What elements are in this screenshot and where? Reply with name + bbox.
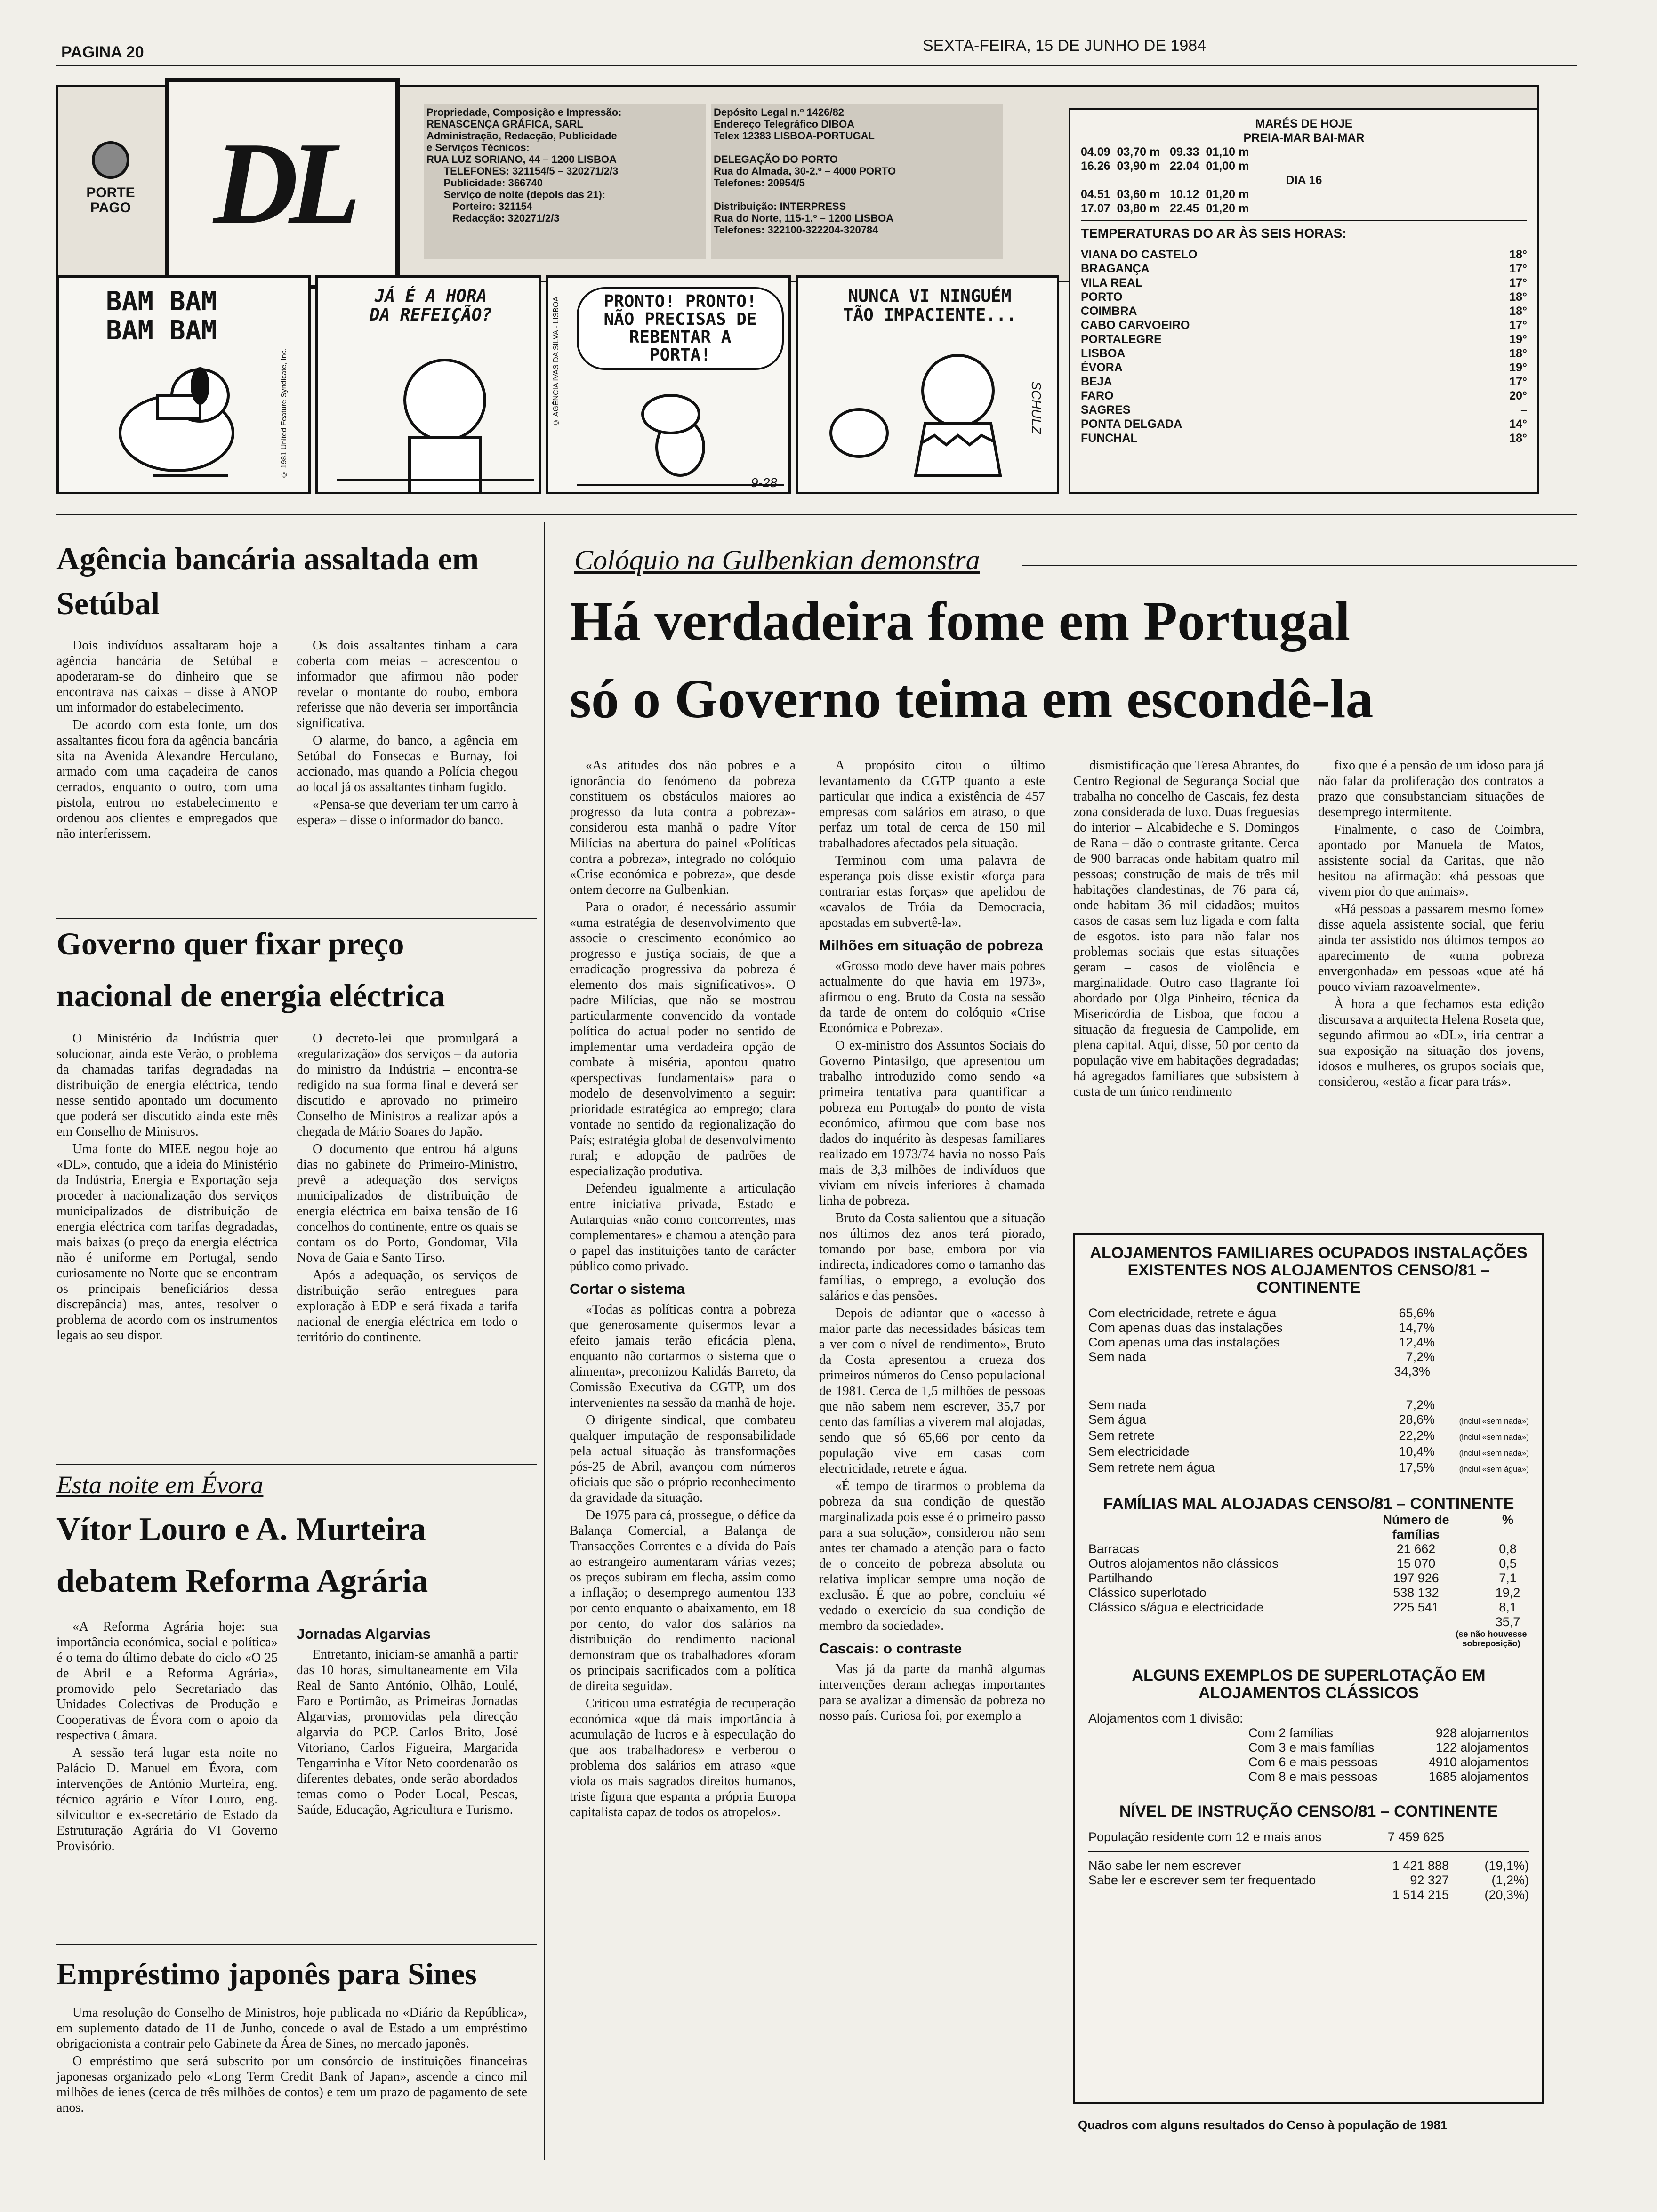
main-paragraph: Terminou com uma palavra de esperança pois disse existir «força para contrariar estas forças» que apelidou de «cavalos de Tróia da Democracia, apostadas em subvertê-la». (819, 853, 1045, 930)
main-paragraph: Mas já da parte da manhã algumas intervenções deram achegas importantes para se avalizar a dimensão da pobreza no nosso país. Curiosa foi, por exemplo a (819, 1662, 1045, 1723)
energy-paragraph: O documento que entrou há alguns dias no gabinete do Primeiro-Ministro, prevê a adequação dos serviços municipalizados de distribuição de energia eléctrica em baixa tensão de 16 concelhos do continente, entre os quais se contam os do Porto, Gondomar, Vila Nova de Gaia e Santo Tirso. (297, 1142, 518, 1265)
table-value-group (1383, 1321, 1529, 1335)
table-value-group (1374, 1571, 1529, 1586)
temperature-title: TEMPERATURAS DO AR ÀS SEIS HORAS: (1081, 226, 1347, 240)
table-label: Com 6 e mais pessoas (1248, 1755, 1378, 1769)
temperature-value: 18° (1509, 248, 1527, 261)
table2-note: (se não houvesse sobreposição) (1456, 1629, 1527, 1648)
tides-rows-1: 04.09 03,70 m 09.33 01,10 m 16.26 03,90 m 22.04 01,00 m (1081, 145, 1249, 173)
comic-text-2: JÁ É A HORA DA REFEIÇÃO? (369, 287, 492, 325)
temperature-city: SAGRES (1081, 403, 1131, 417)
temperature-row (1081, 276, 1527, 290)
table-row (1248, 1770, 1529, 1784)
table1-title: ALOJAMENTOS FAMILIARES OCUPADOS INSTALAÇÕES EXISTENTES NOS ALOJAMENTOS CENSO/81 – CONTINENTE (1090, 1244, 1528, 1297)
table-row (1248, 1726, 1529, 1740)
temperature-value: 18° (1509, 290, 1527, 304)
table-label: Sem água (1088, 1412, 1147, 1427)
main-paragraph: À hora a que fechamos esta edição discursava a arquitecta Helena Roseta que, segundo afirmou ao «DL», iria centrar a sua exposição na situação dos jovens, idosos e mulheres, os grupos sociais que, considerou, «estão a ficar para trás». (1318, 997, 1544, 1089)
header-rule (56, 65, 1577, 66)
main-paragraph: De 1975 para cá, prossegue, o défice da Balança Comercial, a Balança de Transacções Correntes e a dívida do País ao estrangeiro aumentaram várias vezes; os preços subiram em flecha, assim como a inflação; o desemprego aumentou 133 por cento enquanto o abaixamento, em 18 por cento, do valor dos salários na distribuição do rendimento nacional demonstram que os trabalhadores «foram os principais sacrificados com a política de direita seguida». (570, 1508, 796, 1693)
main-paragraph: Bruto da Costa salientou que a situação nos últimos dez anos terá piorado, tomando por base, embora por via indirecta, indicadores como o tamanho das famílias, o emprego, a evolução dos salários e das pensões. (819, 1211, 1045, 1303)
temperature-city: LISBOA (1081, 347, 1126, 360)
table-percent: (1,2%) (1491, 1873, 1529, 1887)
evora-headline-1: Vítor Louro e A. Murteira (56, 1511, 426, 1547)
main-paragraph: Defendeu igualmente a articulação entre iniciativa privada, Estado e Autarquias «não como concorrentes, mas complementares» e chamou a atenção para o papel das instituições tanto de carácter público como privado. (570, 1181, 796, 1274)
temperature-value: 18° (1509, 432, 1527, 445)
table-row (1088, 1306, 1529, 1321)
table-value: 65,6% (1399, 1306, 1435, 1320)
table4-population: População residente com 12 e mais anos 7 459 625 (1088, 1830, 1444, 1844)
table-value: 22,2% (1399, 1428, 1435, 1443)
table2-title: FAMÍLIAS MAL ALOJADAS CENSO/81 – CONTINENTE (1103, 1495, 1514, 1513)
temperature-city: VIANA DO CASTELO (1081, 248, 1198, 261)
energy-paragraph: Uma fonte do MIEE negou hoje ao «DL», contudo, que a ideia do Ministério da Indústria, Energia e Exportação seja proceder à nacionalização dos serviços municipalizados de distribuição de energia eléctrica com tarifas degradadas, mais baixas (o preço da energia eléctrica não é uniforme em Portugal, sendo curiosamente no Norte que se encontram os principais beneficiários dessa discrepância) mas, antes, resolver o problema de acordo com os instrumentos legais ao seu dispor. (56, 1142, 278, 1343)
table-row (1088, 1460, 1529, 1476)
porte-label: PORTE (86, 185, 135, 200)
table4-total: 1 514 215 (20,3%) (1392, 1888, 1529, 1902)
table-value-group (1383, 1428, 1529, 1444)
main-paragraph: O dirigente sindical, que combateu qualquer imputação de responsabilidade pela actual situação às transformações pós-25 de Abril, avançou com números oficiais que são o próprio reconhecimento da gravidade da situação. (570, 1413, 796, 1505)
page-date: SEXTA-FEIRA, 15 DE JUNHO DE 1984 (923, 37, 1207, 55)
temperature-row (1081, 290, 1527, 304)
table-count: 15 070 (1396, 1556, 1436, 1571)
temperature-city: PORTO (1081, 290, 1123, 304)
rule-evora-sines (56, 1944, 537, 1945)
table-value-group (1374, 1556, 1529, 1571)
temperature-city: FUNCHAL (1081, 432, 1138, 445)
table-value-group (1383, 1398, 1529, 1412)
temperature-city: VILA REAL (1081, 276, 1143, 289)
page-number: PAGINA 20 (61, 43, 144, 61)
table-label: Sem retrete nem água (1088, 1460, 1215, 1475)
table-value: 28,6% (1399, 1412, 1435, 1427)
table-label: Sem electricidade (1088, 1444, 1190, 1459)
comic-agency-credit: © AGÊNCIA IVAS DA SILVA - LISBOA (552, 297, 560, 426)
temperature-city: PORTALEGRE (1081, 333, 1162, 346)
evora-paragraph: Entretanto, iniciam-se amanhã a partir das 10 horas, simultaneamente em Vila Real de Santo António, Olhão, Loulé, Faro e Portimão, as Primeiras Jornadas Algarvias, promovidas pela direcção algarvia do PCP. Carlos Brito, José Vitoriano, Carlos Figueira, Margarida Tengarrinha e Vítor Neto coordenarão os diferentes debates, onde serão abordados temas como o Poder Local, Pescas, Saúde, Educação, Agricultura e Turismo. (297, 1647, 518, 1817)
comic-text-4: NUNCA VI NINGUÉM TÃO IMPACIENTE... (843, 287, 1017, 325)
rule-bank-energy (56, 918, 537, 919)
top-section-rule (56, 514, 1577, 515)
comic-signature: SCHULZ (1029, 381, 1044, 434)
table-label: Partilhando (1088, 1571, 1153, 1585)
temperature-value: 17° (1509, 319, 1527, 332)
table-row (1088, 1398, 1529, 1412)
table-label: Não sabe ler nem escrever (1088, 1859, 1241, 1873)
energy-paragraph: O Ministério da Indústria quer solucionar, ainda este Verão, o problema da chamadas tarifas degradadas na distribuição de energia eléctrica, tendo nesse sentido apontado um documento que poderá ser discutido ainda este mês em Conselho de Ministros. (56, 1031, 278, 1139)
table-value-group (1374, 1600, 1529, 1615)
table-note: (inclui «sem nada») (1459, 1433, 1529, 1442)
tides-rows-2: 04.51 03,60 m 10.12 01,20 m 17.07 03,80 m 22.45 01,20 m (1081, 188, 1249, 215)
table-note: (inclui «sem nada») (1459, 1449, 1529, 1458)
rule-energy-evora (56, 1464, 537, 1465)
energy-paragraph: O decreto-lei que promulgará a «regularização» dos serviços – da autoria do ministro da Indústria – encontra-se redigido na sua forma final e deverá ser discutido e aprovado no primeiro Conselho de Ministros a realizar após a chegada de Mário Soares do Japão. (297, 1031, 518, 1139)
comic-panel-1 (56, 275, 311, 494)
charlie-brown-drawing (318, 278, 541, 494)
bank-paragraph: Os dois assaltantes tinham a cara coberta com meias – acrescentou o informador que afirmou não poder revelar o montante do roubo, embora referisse que não deveria ser importância significativa. (297, 638, 518, 730)
table1-rows-2 (1088, 1398, 1529, 1476)
table4-rows (1088, 1859, 1529, 1888)
temperature-value: – (1520, 403, 1527, 417)
table4-title: NÍVEL DE INSTRUÇÃO CENSO/81 – CONTINENTE (1119, 1803, 1498, 1820)
temperature-row (1081, 361, 1527, 375)
table-label: Com 2 famílias (1248, 1726, 1334, 1740)
temperature-row (1081, 417, 1527, 431)
tides-day: DIA 16 (1286, 174, 1322, 187)
temperature-row (1081, 318, 1527, 332)
table-value-group (1383, 1460, 1529, 1476)
table-count: 1 421 888 (1392, 1859, 1449, 1873)
table-value-group (1383, 1412, 1529, 1428)
table-row (1088, 1600, 1529, 1615)
temperature-city: BEJA (1081, 375, 1112, 388)
main-paragraph: A propósito citou o último levantamento da CGTP quanto a este particular que indica a existência de 457 empresas com salários em atraso, o que perfaz um total de cerca de 150 mil trabalhadores afectados pela situação. (819, 758, 1045, 850)
main-paragraph: Para o orador, é necessário assumir «uma estratégia de desenvolvimento que associe o crescimento económico ao progresso e justiça sociais, de que a erradicação progressiva da pobreza é elemento dos mais significativos». O padre Milícias, que não se mostrou particularmente convencido da vontade política do actual poder no sentido de implementar uma verdadeira opção de combate à miséria, apontou quatro «perspectivas fundamentais» para o modelo de desenvolvimento a seguir: prioridade estratégica ao emprego; clara vontade no sentido da regionalização do País; estratégia global de desenvolvimento rural; e adopção de padrões de especialização produtiva. (570, 900, 796, 1178)
temperature-city: ÉVORA (1081, 361, 1123, 374)
tides-subtitle: PREIA-MAR BAI-MAR (1243, 131, 1365, 144)
bank-col-1 (56, 638, 278, 920)
table-value: 7,2% (1406, 1350, 1435, 1364)
main-headline-2: só o Governo teima em escondê-la (570, 668, 1374, 729)
table1-total: 34,3% (1394, 1364, 1430, 1378)
table-label: Com apenas uma das instalações (1088, 1335, 1280, 1349)
temperature-value: 14° (1509, 417, 1527, 431)
table-value-group (1383, 1444, 1529, 1460)
main-subhead-milhoes: Milhões em situação de pobreza (819, 937, 1043, 954)
temperature-city: BRAGANÇA (1081, 262, 1150, 275)
comic-panel-3 (546, 275, 791, 494)
temperature-value: 19° (1509, 361, 1527, 374)
temperature-row (1081, 375, 1527, 389)
main-paragraph: Criticou uma estratégia de recuperação económica «que dá mais importância à acumulação de lucros e à especulação do que aos trabalhadores» e verberou o problema dos salários em atraso «que viola os mais sagrados direitos humanos, triste figura que espanta a própria Europa capitalista capaz de todos os atropelos». (570, 1696, 796, 1819)
main-col-3 (1073, 758, 1299, 1210)
main-kicker: Colóquio na Gulbenkian demonstra (574, 545, 980, 576)
table-value: 122 alojamentos (1435, 1740, 1529, 1755)
table-row (1088, 1556, 1529, 1571)
temperature-row (1081, 262, 1527, 276)
main-paragraph: «Há pessoas a passarem mesmo fome» disse aquela assistente social, que feriu ainda ter assistido nos últimos tempos ao aparecimento de «uma pobreza envergonhada» em pessoas «que até há pouco viviam razoavelmente». (1318, 902, 1544, 994)
evora-subhead: Jornadas Algarvias (297, 1626, 431, 1642)
bank-paragraph: Dois indivíduos assaltaram hoje a agência bancária de Setúbal e apoderaram-se do dinheiro que se encontrava nas caixas – disse à ANOP um informador do estabelecimento. (56, 638, 278, 715)
table-row (1088, 1542, 1529, 1556)
temperature-value: 17° (1509, 262, 1527, 275)
main-col-1 (570, 758, 796, 2165)
table-label: Sem nada (1088, 1350, 1147, 1364)
table-count: 538 132 (1393, 1586, 1439, 1600)
table-value: 12,4% (1399, 1335, 1435, 1349)
evora-col-2 (297, 1619, 518, 1948)
temperature-city: FARO (1081, 389, 1114, 402)
pago-label: PAGO (90, 200, 131, 216)
table-row (1248, 1740, 1529, 1755)
main-paragraph: dismistificação que Teresa Abrantes, do Centro Regional de Segurança Social que trabalha no concelho de Cascais, fez desta zona considerada de luxo. Duas freguesias do interior – Alcabideche e S. Domingos de Rana – dão o contraste gritante. Cerca de 900 barracas onde habitam quatro mil pessoas; construção de mais de três mil habitações clandestinas, de 76 para cá, onde habitam 36 mil cidadãos; muitos casos de casas sem luz ligada e com falta de esgotos. isto para não falar nos problemas sociais que estas situações geram – casos de violência e marginalidade. Outro caso flagrante foi abordado por Olga Pinheiro, técnica da Misericórdia de Lisboa, que focou a situação da freguesia de Campolide, em plena capital. Aqui, disse, 50 por cento da população vive em habitações degradadas; há agregados familiares que subsistem à custa de um único rendimento (1073, 758, 1299, 1099)
table-row (1088, 1859, 1529, 1873)
comic-text-1: BAM BAM BAM BAM (106, 286, 217, 346)
table2-total: 35,7 (1495, 1615, 1520, 1629)
evora-col-1 (56, 1619, 278, 1948)
bank-paragraph: De acordo com esta fonte, um dos assaltantes ficou fora da agência bancária sita na Avenida Alexandre Herculano, armado com uma caçadeira de canos cerrados, enquanto o outro, com uma pistola, entrou no estabelecimento e ordenou aos clientes e empregados que não interferissem. (56, 718, 278, 841)
table3-intro: Alojamentos com 1 divisão: (1088, 1711, 1243, 1725)
table-label: Sem retrete (1088, 1428, 1155, 1443)
table2-rows (1088, 1542, 1529, 1615)
temperature-row (1081, 346, 1527, 361)
tides-weather-box (1069, 108, 1539, 494)
table-value-group (1383, 1350, 1529, 1364)
sines-headline: Empréstimo japonês para Sines (56, 1957, 477, 1991)
table-value-group (1374, 1586, 1529, 1600)
temperature-row (1081, 304, 1527, 318)
energy-headline-2: nacional de energia eléctrica (56, 978, 445, 1013)
census-tables-box (1073, 1233, 1544, 2104)
table-value: 1685 alojamentos (1428, 1770, 1529, 1784)
table-label: Com 3 e mais famílias (1248, 1740, 1375, 1755)
temperature-value: 18° (1509, 347, 1527, 360)
main-col-2 (819, 758, 1045, 2165)
porte-pago (75, 141, 146, 259)
table-row (1088, 1321, 1529, 1335)
tables-caption: Quadros com alguns resultados do Censo à população de 1981 (1078, 2118, 1448, 2132)
comic-panel-4 (796, 275, 1059, 494)
bank-paragraph: «Pensa-se que deveriam ter um carro à espera» – disse o informador do banco. (297, 797, 518, 827)
main-paragraph: Finalmente, o caso de Coimbra, apontado por Manuela de Matos, assistente social da Caritas, que não hesitou na afirmação: «há pessoas que vivem pior do que animais». (1318, 822, 1544, 899)
main-paragraph: O ex-ministro dos Assuntos Sociais do Governo Pintasilgo, que apresentou um trabalho introduzido como sendo «a primeira tentativa para quantificar a pobreza em Portugal» do ponto de vista económico, afirmou que com base nos dados do inquérito às despesas familiares realizado em 1973/74 havia no nosso País mais de 3,3 milhões de indivíduos que viviam em níveis inferiores à chamada linha de pobreza. (819, 1038, 1045, 1208)
table-row (1088, 1873, 1529, 1888)
column-divider (544, 522, 545, 2160)
main-paragraph: Depois de adiantar que o «acesso à maior parte das necessidades básicas tem a ver com o nível de rendimento», Bruto da Costa apresentou a crueza dos primeiros números do Censo populacional de 1981. Cerca de 1,5 milhões de pessoas que não sabem nem escrever, 35,7 por cento das famílias a viverem mal alojadas, sendo que só 65,66 por cento da população vive em casas com electricidade, retrete e água. (819, 1306, 1045, 1476)
table-row (1088, 1444, 1529, 1460)
temperature-row (1081, 431, 1527, 445)
table-label: Clássico superlotado (1088, 1586, 1207, 1600)
comic-date: 9-28 (751, 475, 778, 490)
temperature-city: COIMBRA (1081, 305, 1137, 318)
tides-title: MARÉS DE HOJE (1255, 117, 1353, 130)
energy-paragraph: Após a adequação, os serviços de distribuição serão entregues para exploração à EDP e será fixada a tarifa nacional de energia eléctrica em todo o território do continente. (297, 1268, 518, 1345)
table-label: Clássico s/água e electricidade (1088, 1600, 1264, 1614)
table-row (1088, 1586, 1529, 1600)
temperature-value: 17° (1509, 375, 1527, 388)
comic-panel-2 (315, 275, 541, 494)
table-row (1088, 1571, 1529, 1586)
table-row (1088, 1412, 1529, 1428)
table-count: 197 926 (1393, 1571, 1439, 1585)
temperature-row (1081, 332, 1527, 346)
table-value: 7,2% (1406, 1398, 1435, 1412)
snoopy-drawing-2 (548, 278, 791, 494)
table-percent: 0,8 (1499, 1542, 1517, 1556)
bank-col-2 (297, 638, 518, 920)
evora-paragraph: A sessão terá lugar esta noite no Palácio D. Manuel em Évora, com intervenções de António Murteira, eng. técnico agrário e Vítor Louro, eng. silvicultor e ex-secretário de Estado da Estruturação Agrária do VI Governo Provisório. (56, 1746, 278, 1853)
table-label: Com electricidade, retrete e água (1088, 1306, 1277, 1320)
temperature-value: 18° (1509, 305, 1527, 318)
temperature-value: 20° (1509, 389, 1527, 402)
comic-copyright: © 1981 United Feature Syndicate, Inc. (280, 348, 288, 479)
energy-headline-1: Governo quer fixar preço (56, 926, 404, 962)
main-paragraph: fixo que é a pensão de um idoso para já não falar da proliferação dos contratos a prazo que consubstanciam situações de desemprego intermitente. (1318, 758, 1544, 819)
main-col-4 (1318, 758, 1544, 1210)
evora-kicker: Esta noite em Évora (56, 1471, 264, 1499)
temperature-value: 17° (1509, 276, 1527, 289)
table-label: Outros alojamentos não clássicos (1088, 1556, 1279, 1571)
table-count: 92 327 (1410, 1873, 1449, 1887)
temperature-row (1081, 403, 1527, 417)
main-subhead-cortar: Cortar o sistema (570, 1281, 685, 1297)
main-kicker-rule (1022, 565, 1577, 566)
main-paragraph: «É tempo de tirarmos o problema da pobreza da sua condição de questão marginalizada pois esse é o primeiro passo para a sua solução», considerou não sem antes ter chamado a atenção para o facto de o conceito de pobreza absoluta ou relativa implicar sempre uma noção de exclusão. É que ao pobre, concluiu «é vedado o exercício da sua condição de membro da sociedade». (819, 1479, 1045, 1633)
table-value-group (1364, 1873, 1529, 1888)
table-row (1248, 1755, 1529, 1770)
table-value: 10,4% (1399, 1444, 1435, 1459)
temperature-row (1081, 389, 1527, 403)
table2-header: Número de famílias % (1383, 1513, 1513, 1541)
table-row (1088, 1428, 1529, 1444)
table1-rows (1088, 1306, 1529, 1364)
table-value-group (1383, 1335, 1529, 1350)
table-percent: 0,5 (1499, 1556, 1517, 1571)
table-value: 14,7% (1399, 1321, 1435, 1335)
table-value-group (1374, 1542, 1529, 1556)
imprint-left: Propriedade, Composição e Impressão: RENASCENÇA GRÁFICA, SARL Administração, Redacção, Publicidade e Serviços Técnicos: RUA LUZ SORIANO, 44 – 1200 LISBOA TELEFONES: 321154/5 – 320271/2/3 Publicidade: 366740 Serviço de noite (depois das 21): Porteiro: 321154 Redacção: 320271/2/3 (424, 104, 706, 259)
temperature-row (1081, 248, 1527, 262)
table-value: 17,5% (1399, 1460, 1435, 1475)
table-percent: 7,1 (1499, 1571, 1517, 1585)
table-note: (inclui «sem água») (1459, 1465, 1529, 1474)
temperature-city: CABO CARVOEIRO (1081, 319, 1190, 332)
table-label: Sabe ler e escrever sem ter frequentado (1088, 1873, 1316, 1887)
main-headline-1: Há verdadeira fome em Portugal (570, 590, 1351, 652)
table-percent: 19,2 (1495, 1586, 1520, 1600)
crest-icon (92, 141, 129, 179)
snoopy-charlie-drawing (798, 278, 1059, 494)
snoopy-drawing-1 (59, 278, 311, 494)
temperature-list (1081, 248, 1527, 445)
main-subhead-cascais: Cascais: o contraste (819, 1640, 962, 1657)
main-paragraph: «As atitudes dos não pobres e a ignorância do fenómeno da pobreza constituem os obstáculos maiores ao progresso da luta contra a pobreza»-considerou esta manhã o padre Vítor Milícias na abertura do painel «Políticas contra a pobreza», integrado no colóquio «Crise económica e pobreza», que desde ontem decorre na Gulbenkian. (570, 758, 796, 897)
table3-rows (1088, 1726, 1529, 1784)
temperature-value: 19° (1509, 333, 1527, 346)
sines-paragraph: O empréstimo que será subscrito por um consórcio de instituições financeiras japonesas organizado pelo «Long Term Credit Bank of Japan», ascende a cinco mil milhões de ienes (cerca de três milhões de contos) e tem um prazo de pagamento de sete anos. (56, 2054, 527, 2115)
bank-headline: Agência bancária assaltada em Setúbal (56, 541, 479, 621)
table-value: 4910 alojamentos (1428, 1755, 1529, 1769)
main-paragraph: «Grosso modo deve haver mais pobres actualmente do que havia em 1973», afirmou o eng. Bruto da Costa na sessão da tarde de ontem do colóquio «Crise Económica e Pobreza». (819, 959, 1045, 1035)
table-percent: (19,1%) (1484, 1859, 1529, 1873)
table-count: 21 662 (1396, 1542, 1436, 1556)
table-value-group (1383, 1306, 1529, 1321)
table-count: 225 541 (1393, 1600, 1439, 1614)
table3-title: ALGUNS EXEMPLOS DE SUPERLOTAÇÃO EM ALOJAMENTOS CLÁSSICOS (1132, 1667, 1486, 1702)
table-row (1088, 1350, 1529, 1364)
sines-paragraph: Uma resolução do Conselho de Ministros, hoje publicada no «Diário da República», em suplemento datado de 11 de Junho, concede o aval de Estado a um empréstimo obrigacionista a contrair pelo Gabinete da Área de Sines, no mercado japonês. (56, 2005, 527, 2051)
main-paragraph: «Todas as políticas contra a pobreza que generosamente quisermos levar a efeito jamais terão eficácia plena, enquanto não cortarmos o sistema que o alimenta», preconizou Kalidás Barreto, da Comissão Executiva da CGTP, um dos intervenientes na sessão da manhã de hoje. (570, 1302, 796, 1410)
table-label: Barracas (1088, 1542, 1140, 1556)
evora-paragraph: «A Reforma Agrária hoje: sua importância económica, social e política» é o tema do último debate do ciclo «O 25 de Abril e a Reforma Agrária», promovido pelo Secretariado das Unidades Colectivas de Produção e Cooperativas de Évora com o apoio da respectiva Câmara. (56, 1619, 278, 1743)
table-label: Com 8 e mais pessoas (1248, 1770, 1378, 1784)
temperature-city: PONTA DELGADA (1081, 417, 1182, 431)
table-value: 928 alojamentos (1435, 1726, 1529, 1740)
table-percent: 8,1 (1499, 1600, 1517, 1614)
dl-logo: DL (165, 78, 400, 289)
bank-paragraph: O alarme, do banco, a agência em Setúbal do Fonsecas e Burnay, foi accionado, mas quando a Polícia chegou ao local já os assaltantes tinham fugido. (297, 733, 518, 794)
table-row (1088, 1335, 1529, 1350)
table-label: Com apenas duas das instalações (1088, 1321, 1283, 1335)
comic-text-3: PRONTO! PRONTO! NÃO PRECISAS DE REBENTAR A PORTA! (577, 287, 784, 370)
table-note: (inclui «sem nada») (1459, 1417, 1529, 1426)
table-value-group (1364, 1859, 1529, 1873)
table-label: Sem nada (1088, 1398, 1147, 1412)
evora-headline-2: debatem Reforma Agrária (56, 1563, 428, 1599)
sines-body (56, 2005, 527, 2146)
imprint-right: Depósito Legal n.º 1426/82 Endereço Telegráfico DIBOA Telex 12383 LISBOA-PORTUGAL DELEGAÇÃO DO PORTO Rua do Almada, 30-2.º – 4000 PORTO Telefones: 20954/5 Distribuição: INTERPRESS Rua do Norte, 115-1.º – 1200 LISBOA Telefones: 322100-322204-320784 (711, 104, 1003, 259)
